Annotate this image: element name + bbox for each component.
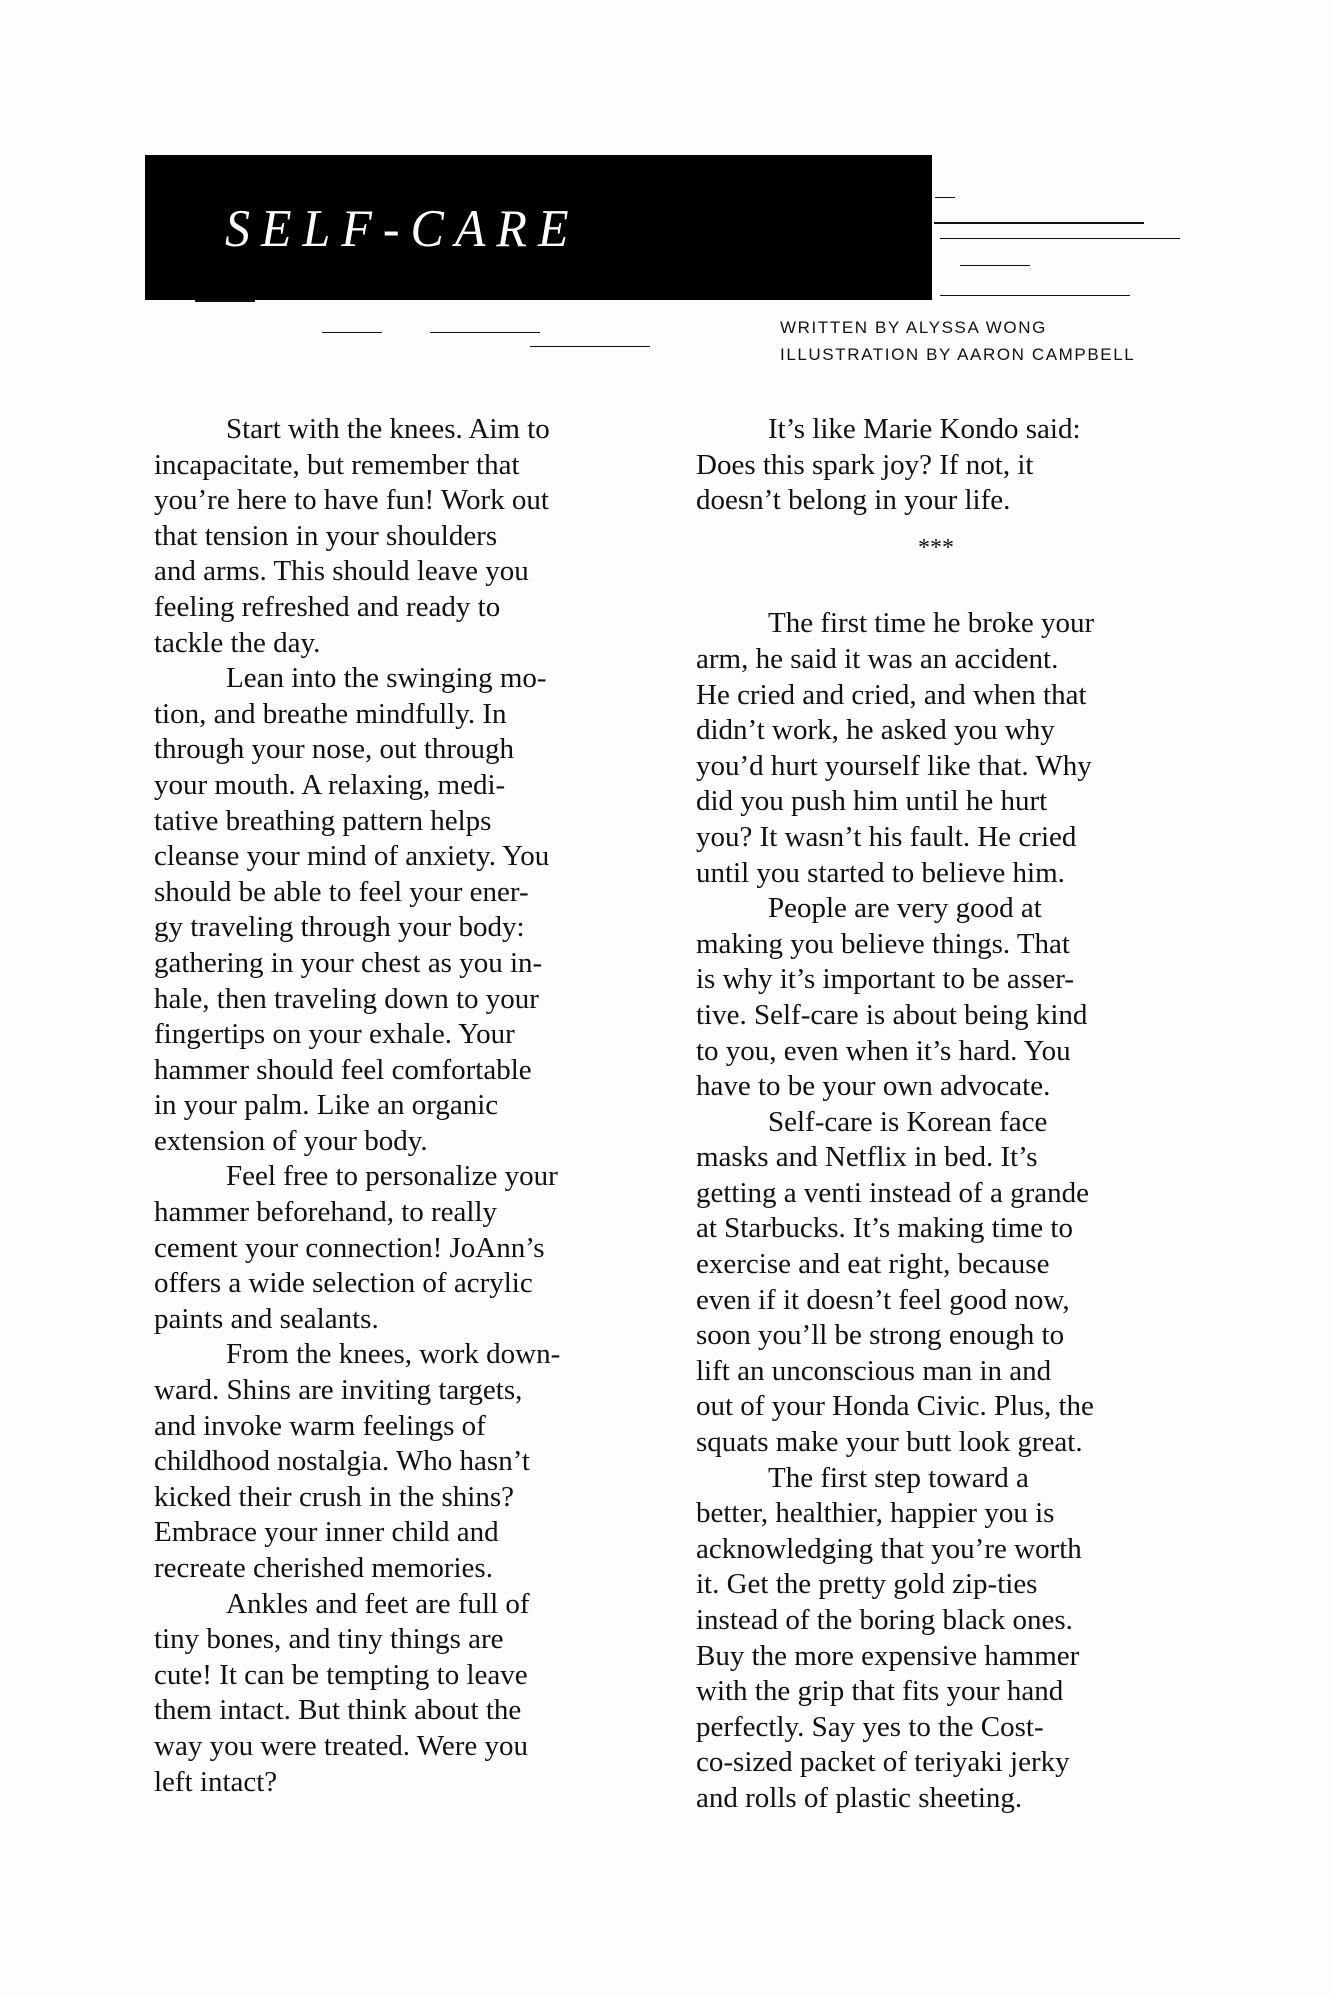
text-line: ward. Shins are inviting targets, — [154, 1374, 523, 1407]
text-line: It’s like Marie Kondo said: — [768, 413, 1081, 445]
text-line: gathering in your chest as you in- — [154, 946, 543, 979]
text-line: From the knees, work down- — [226, 1338, 561, 1371]
text-line: making you believe things. That — [696, 927, 1070, 960]
decorative-rule — [935, 197, 955, 198]
text-line: gy traveling through your body: — [154, 911, 525, 944]
text-line: exercise and eat right, because — [696, 1248, 1050, 1281]
text-line: Does this spark joy? If not, it — [696, 448, 1034, 481]
text-line: did you push him until he hurt — [696, 785, 1048, 818]
text-line: even if it doesn’t feel good now, — [696, 1283, 1070, 1316]
text-line: tive. Self-care is about being kind — [696, 998, 1088, 1031]
paragraph — [154, 1587, 644, 1801]
text-line: out of your Honda Civic. Plus, the — [696, 1390, 1094, 1423]
decorative-rule — [960, 265, 1030, 266]
text-line: hammer beforehand, to really — [154, 1196, 498, 1229]
text-line: it. Get the pretty gold zip-ties — [696, 1568, 1038, 1601]
text-line: left intact? — [154, 1765, 278, 1798]
text-line: have to be your own advocate. — [696, 1070, 1051, 1103]
text-line: arm, he said it was an accident. — [696, 642, 1059, 675]
text-line: with the grip that fits your hand — [696, 1675, 1064, 1708]
article-title: SELF-CARE — [225, 198, 580, 258]
text-line: soon you’ll be strong enough to — [696, 1319, 1065, 1352]
text-line: feeling refreshed and ready to — [154, 590, 501, 623]
text-line: childhood nostalgia. Who hasn’t — [154, 1445, 530, 1478]
text-line: The first step toward a — [768, 1461, 1029, 1494]
decorative-rule — [940, 295, 1130, 296]
text-line: until you started to believe him. — [696, 856, 1065, 889]
text-line: Buy the more expensive hammer — [696, 1639, 1080, 1672]
text-line: co-sized packet of teriyaki jerky — [696, 1746, 1070, 1779]
decorative-rule — [934, 222, 1144, 224]
decorative-rule — [195, 300, 255, 302]
paragraph — [154, 412, 644, 661]
text-line: you’d hurt yourself like that. Why — [696, 749, 1092, 782]
paragraph — [696, 606, 1196, 891]
text-line: fingertips on your exhale. Your — [154, 1018, 515, 1051]
text-line: tion, and breathe mindfully. In — [154, 697, 507, 730]
decorative-rule — [430, 332, 540, 333]
text-line: you? It wasn’t his fault. He cried — [696, 820, 1077, 853]
text-line: tiny bones, and tiny things are — [154, 1623, 504, 1656]
decorative-rule — [530, 346, 650, 347]
text-line: Embrace your inner child and — [154, 1516, 499, 1549]
text-line: in your palm. Like an organic — [154, 1089, 499, 1122]
text-line: squats make your butt look great. — [696, 1426, 1083, 1459]
text-line: perfectly. Say yes to the Cost- — [696, 1710, 1044, 1743]
text-line: tackle the day. — [154, 626, 321, 659]
text-line: and invoke warm feelings of — [154, 1409, 486, 1442]
paragraph — [696, 1461, 1196, 1817]
paragraph — [154, 1337, 644, 1586]
decorative-rule — [322, 332, 382, 333]
text-line: The first time he broke your — [768, 607, 1095, 640]
text-line: better, healthier, happier you is — [696, 1497, 1055, 1530]
text-line: and arms. This should leave you — [154, 555, 529, 588]
paragraph — [154, 661, 644, 1159]
text-line: should be able to feel your ener- — [154, 875, 529, 908]
text-line: kicked their crush in the shins? — [154, 1480, 514, 1513]
text-line: instead of the boring black ones. — [696, 1604, 1073, 1636]
paragraph — [696, 891, 1196, 1105]
text-line: offers a wide selection of acrylic — [154, 1267, 533, 1300]
text-line: through your nose, out through — [154, 733, 515, 766]
text-line: hale, then traveling down to your — [154, 982, 539, 1015]
text-line: hammer should feel comfortable — [154, 1053, 532, 1086]
decorative-rule — [940, 238, 1180, 239]
intro-paragraph — [696, 412, 1196, 519]
author-credit: WRITTEN BY ALYSSA WONG — [780, 318, 1047, 337]
text-line: that tension in your shoulders — [154, 519, 498, 552]
text-line: to you, even when it’s hard. You — [696, 1034, 1071, 1067]
text-line: and rolls of plastic sheeting. — [696, 1781, 1023, 1814]
paragraph — [696, 1105, 1196, 1461]
text-line: is why it’s important to be asser- — [696, 963, 1074, 996]
illustrator-credit: ILLUSTRATION BY AARON CAMPBELL — [780, 345, 1136, 364]
text-line: at Starbucks. It’s making time to — [696, 1212, 1073, 1245]
text-line: recreate cherished memories. — [154, 1552, 493, 1584]
text-line: tative breathing pattern helps — [154, 804, 492, 837]
paragraph — [154, 1159, 644, 1337]
text-line: you’re here to have fun! Work out — [154, 484, 549, 517]
text-line: He cried and cried, and when that — [696, 678, 1087, 711]
text-line: Feel free to personalize your — [226, 1160, 558, 1193]
right-column — [696, 412, 1196, 1817]
title-banner — [145, 155, 932, 300]
text-line: lift an unconscious man in and — [696, 1354, 1052, 1387]
text-line: Lean into the swinging mo- — [226, 662, 547, 695]
text-line: extension of your body. — [154, 1124, 428, 1157]
text-line: cement your connection! JoAnn’s — [154, 1231, 545, 1264]
text-line: way you were treated. Were you — [154, 1729, 528, 1762]
text-line: People are very good at — [768, 892, 1042, 925]
text-line: your mouth. A relaxing, medi- — [154, 768, 506, 801]
text-line: cleanse your mind of anxiety. You — [154, 840, 550, 873]
text-line: incapacitate, but remember that — [154, 448, 520, 481]
text-line: Self-care is Korean face — [768, 1105, 1048, 1138]
text-line: masks and Netflix in bed. It’s — [696, 1141, 1038, 1174]
text-line: Ankles and feet are full of — [226, 1587, 530, 1620]
left-column — [154, 412, 644, 1800]
text-line: didn’t work, he asked you why — [696, 714, 1055, 747]
text-line: doesn’t belong in your life. — [696, 484, 1011, 517]
text-line: acknowledging that you’re worth — [696, 1532, 1082, 1565]
text-line: getting a venti instead of a grande — [696, 1176, 1089, 1209]
text-line: cute! It can be tempting to leave — [154, 1658, 528, 1691]
text-line: paints and sealants. — [154, 1302, 379, 1335]
text-line: them intact. But think about the — [154, 1694, 522, 1727]
text-line: Start with the knees. Aim to — [226, 413, 550, 445]
byline — [780, 314, 1135, 368]
section-separator: *** — [918, 534, 954, 561]
